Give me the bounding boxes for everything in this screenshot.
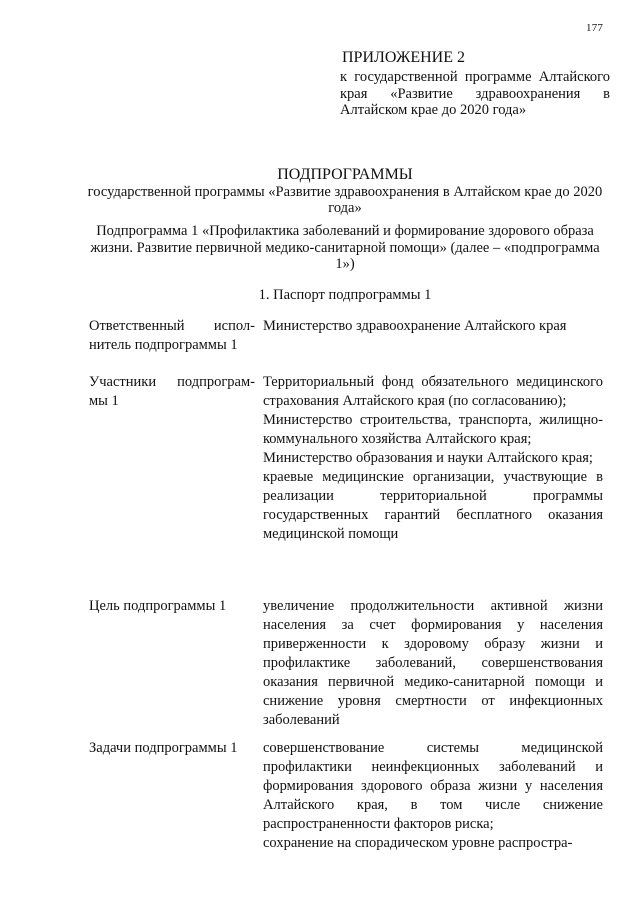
row-label-line: нитель подпрограммы 1: [89, 337, 238, 353]
appendix-block: [340, 48, 610, 119]
row-label-line: Цель подпрограммы 1: [89, 598, 227, 614]
row-label-line: Ответственный испол-: [89, 318, 255, 334]
appendix-title: ПРИЛОЖЕНИЕ 2: [342, 49, 466, 66]
page-number: 177: [586, 22, 604, 34]
row-label: [89, 317, 255, 355]
passport-heading: 1. Паспорт подпрограммы 1: [258, 287, 432, 303]
subprograms-subtitle: государственной программы «Развитие здравоохранения в Алтайском крае до 2020 года»: [87, 184, 603, 216]
row-value-paragraph: Министерство здравоохранение Алтайского края: [263, 318, 567, 334]
row-value-paragraph: сохранение на спорадическом уровне распростра-: [263, 835, 573, 851]
row-label-line: Участники подпрограм-: [89, 374, 255, 390]
row-label-line: Задачи подпрограммы 1: [89, 740, 238, 756]
row-label-line: мы 1: [89, 393, 119, 409]
row-value-paragraph: Территориальный фонд обязательного медицинского страхования Алтайского края (по согласованию);: [263, 374, 603, 409]
row-value-paragraph: Министерство строительства, транспорта, жилищно-коммунального хозяйства Алтайского края;: [263, 412, 603, 447]
row-label: [89, 373, 255, 411]
subprograms-title: ПОДПРОГРАММЫ: [277, 166, 413, 183]
row-label: [89, 739, 255, 758]
row-value: [263, 597, 603, 730]
appendix-text: к государственной программе Алтайского края «Развитие здравоохранения в Алтайском крае до 2020 года»: [340, 69, 610, 118]
row-value-paragraph: краевые медицинские организации, участвующие в реализации территориальной программы государственных гарантий бесплатного оказания медицинской помощи: [263, 469, 603, 542]
row-value-paragraph: Министерство образования и науки Алтайского края;: [263, 450, 593, 466]
row-value: [263, 317, 603, 336]
row-value-paragraph: совершенствование системы медицинской профилактики неинфекционных заболеваний и формирования здорового образа жизни у населения Алтайского края, в том числе снижение распространенности факторов риска;: [263, 740, 603, 832]
row-label: [89, 597, 255, 616]
row-value: [263, 373, 603, 544]
row-value-paragraph: увеличение продолжительности активной жизни населения за счет формирования у населения приверженности к здоровому образу жизни и профилактике заболеваний, совершенствования оказания первичной медико-санитарной помощи и снижение уровня смертности от инфекционных заболеваний: [263, 598, 603, 728]
subprogram-1-title: Подпрограмма 1 «Профилактика заболеваний и формирование здорового образа жизни. Развитие первичной медико-санитарной помощи» (далее – «подпрограмма 1»): [90, 223, 600, 272]
row-value: [263, 739, 603, 853]
